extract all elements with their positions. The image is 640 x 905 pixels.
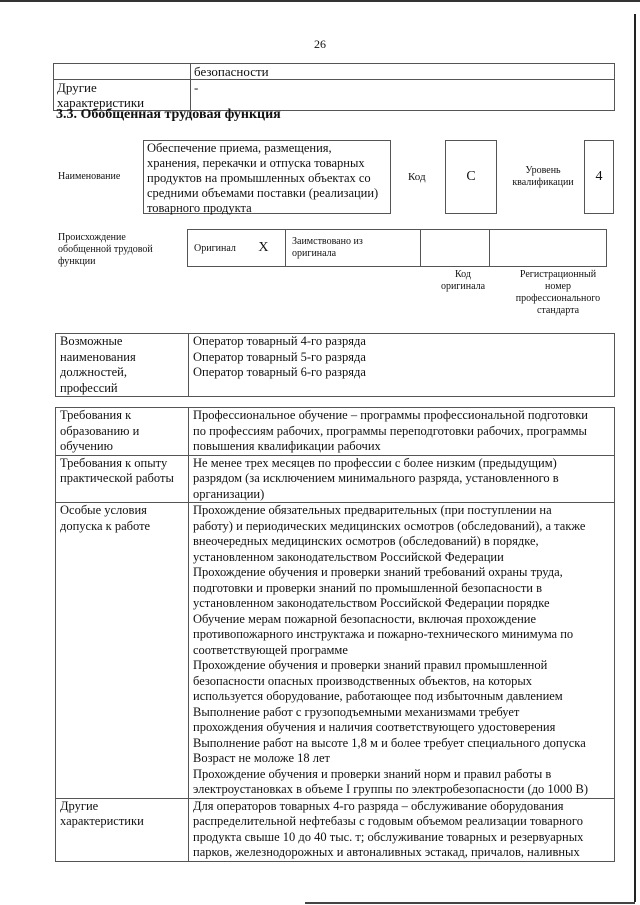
scan-edge-top <box>0 0 640 2</box>
name-label: Наименование <box>58 171 121 182</box>
name-line: хранения, перекачки и отпуска товарных <box>147 156 365 170</box>
value-line: установленном законодательством Российской Федерации <box>193 549 504 564</box>
value-line: повышения квалификации рабочих <box>193 439 381 453</box>
caption-line: номер <box>545 281 571 292</box>
label-line: Требования к опыту <box>60 455 168 470</box>
row-label <box>56 798 189 861</box>
name-line: товарного продукта <box>147 201 252 215</box>
row-value: безопасности <box>191 64 615 80</box>
row-label <box>56 503 189 799</box>
origin-table <box>187 229 607 267</box>
function-name-box <box>143 140 391 214</box>
label-line: характеристики <box>60 814 144 828</box>
row-label <box>56 408 189 456</box>
level-value-box: 4 <box>584 140 614 214</box>
table-row <box>56 798 615 861</box>
level-label-line: Уровень <box>525 165 561 176</box>
level-label-line: квалификации <box>512 177 574 188</box>
label-line: Особые условия <box>60 503 147 517</box>
table-row <box>56 334 615 397</box>
table-row <box>56 503 615 799</box>
table-row <box>54 80 615 111</box>
origin-reg-number-cell <box>490 230 607 267</box>
table-row <box>56 455 615 503</box>
row-value: - <box>191 80 615 111</box>
value-line: Прохождение обучения и проверки знаний требований охраны труда, <box>193 565 563 579</box>
value-line: работу) и периодических медицинских осмотров (обследований), а также <box>193 518 586 533</box>
scan-edge-right <box>634 14 636 902</box>
row-value <box>189 408 615 456</box>
value-line: Прохождение обучения и проверки знаний норм и правил работы в <box>193 766 552 781</box>
row-label <box>56 455 189 503</box>
value-line: распределительной нефтебазы с годовым объемом реализации товарного <box>193 814 583 828</box>
caption-line: оригинала <box>440 281 486 292</box>
row-value <box>189 798 615 861</box>
value-line: подготовки и проверки знаний по промышленной безопасности в <box>193 580 543 595</box>
value-line: Выполнение работ на высоте 1,8 м и более требует специального допуска <box>193 735 586 750</box>
origin-code-caption <box>428 269 498 293</box>
origin-label <box>58 232 153 268</box>
table-row <box>188 230 607 267</box>
original-label: Оригинал <box>194 242 236 254</box>
positions-table <box>55 333 615 397</box>
label-line: обучению <box>60 439 113 453</box>
value-line: Не менее трех месяцев по профессии с более низким (предыдущим) <box>193 455 557 470</box>
label-line: профессий <box>60 380 118 395</box>
table-row <box>54 64 615 80</box>
value-line: Профессиональное обучение – программы профессиональной подготовки <box>193 408 588 422</box>
value-line: Возраст не моложе 18 лет <box>193 751 331 765</box>
value-line: Выполнение работ с грузоподъемными механизмами требует <box>193 704 520 719</box>
value-line: разрядом (за исключением минимального разряда, установленного в <box>193 471 559 485</box>
value-line: Прохождение обязательных предварительных (при поступлении на <box>193 503 552 517</box>
value-line: установленном законодательством Российской Федерации порядке <box>193 596 550 610</box>
origin-label-line: обобщенной трудовой <box>58 244 153 255</box>
name-line: Обеспечение приема, размещения, <box>147 141 332 155</box>
origin-label-line: функции <box>58 256 96 267</box>
row-value <box>189 455 615 503</box>
label-line: практической работы <box>60 471 174 485</box>
value-line: по профессиям рабочих, программы переподготовки рабочих, программы <box>193 423 587 438</box>
requirements-table <box>55 407 615 862</box>
value-line: парков, железнодорожных и автоналивных эстакад, причалов, наливных <box>193 845 580 859</box>
value-line: используется оборудование, работающее под избыточным давлением <box>193 689 563 703</box>
label-line: образованию и <box>60 423 140 438</box>
value-line: Обучение мерам пожарной безопасности, включая прохождение <box>193 611 536 626</box>
row-value <box>189 503 615 799</box>
origin-code-cell <box>421 230 490 267</box>
origin-label-line: Происхождение <box>58 232 126 243</box>
original-mark: X <box>258 239 269 255</box>
level-label <box>505 165 581 189</box>
value-line: безопасности опасных производственных объектов, на которых <box>193 673 533 688</box>
value-line: противопожарного инструктажа и пожарно-технического минимума по <box>193 627 574 641</box>
borrowed-label-line: Заимствовано из <box>292 236 363 247</box>
row-label: Другие характеристики <box>54 80 191 111</box>
position-item: Оператор товарный 5-го разряда <box>193 349 366 364</box>
label-line: допуска к работе <box>60 518 151 533</box>
section-title: 3.3. Обобщенная трудовая функция <box>56 107 281 122</box>
position-item: Оператор товарный 6-го разряда <box>193 365 366 379</box>
page-number: 26 <box>314 37 326 51</box>
label-line: Другие <box>60 798 99 813</box>
name-line: средними объемами поставки (реализации) <box>147 186 379 200</box>
value-line: прохождения обучения и наличия соответствующего удостоверения <box>193 720 556 734</box>
borrowed-label-line: оригинала <box>292 248 337 259</box>
borrowed-cell <box>286 230 421 267</box>
label-line: наименования <box>60 349 136 364</box>
row-value <box>189 334 615 397</box>
scan-edge-bottom <box>305 902 635 904</box>
position-item: Оператор товарный 4-го разряда <box>193 334 366 348</box>
value-line: продукта свыше 10 до 40 тыс. т; обслуживание товарных и резервуарных <box>193 829 584 844</box>
caption-line: профессионального <box>515 293 601 304</box>
value-line: электроустановках в объеме I группы по электробезопасности (до 1000 В) <box>193 782 589 796</box>
row-label <box>56 334 189 397</box>
caption-line: стандарта <box>536 305 580 316</box>
value-line: Прохождение обучения и проверки знаний правил промышленной <box>193 658 548 672</box>
origin-reg-caption <box>500 269 616 317</box>
row-label <box>54 64 191 80</box>
original-cell <box>188 230 286 267</box>
label-line: Требования к <box>60 408 132 422</box>
name-line: продуктов на промышленных объектах со <box>147 171 371 185</box>
value-line: организации) <box>193 486 265 501</box>
top-continuation-table <box>53 63 615 111</box>
label-line: Возможные <box>60 334 123 348</box>
code-value-box: C <box>445 140 497 214</box>
code-label: Код <box>408 171 426 183</box>
value-line: внеочередных медицинских осмотров (обследований) в порядке, <box>193 534 539 548</box>
table-row <box>56 408 615 456</box>
caption-line: Регистрационный <box>519 269 597 280</box>
value-line: Для операторов товарных 4-го разряда – обслуживание оборудования <box>193 798 564 813</box>
label-line: должностей, <box>60 365 127 379</box>
value-line: соответствующей программе <box>193 642 348 657</box>
caption-line: Код <box>455 269 471 280</box>
